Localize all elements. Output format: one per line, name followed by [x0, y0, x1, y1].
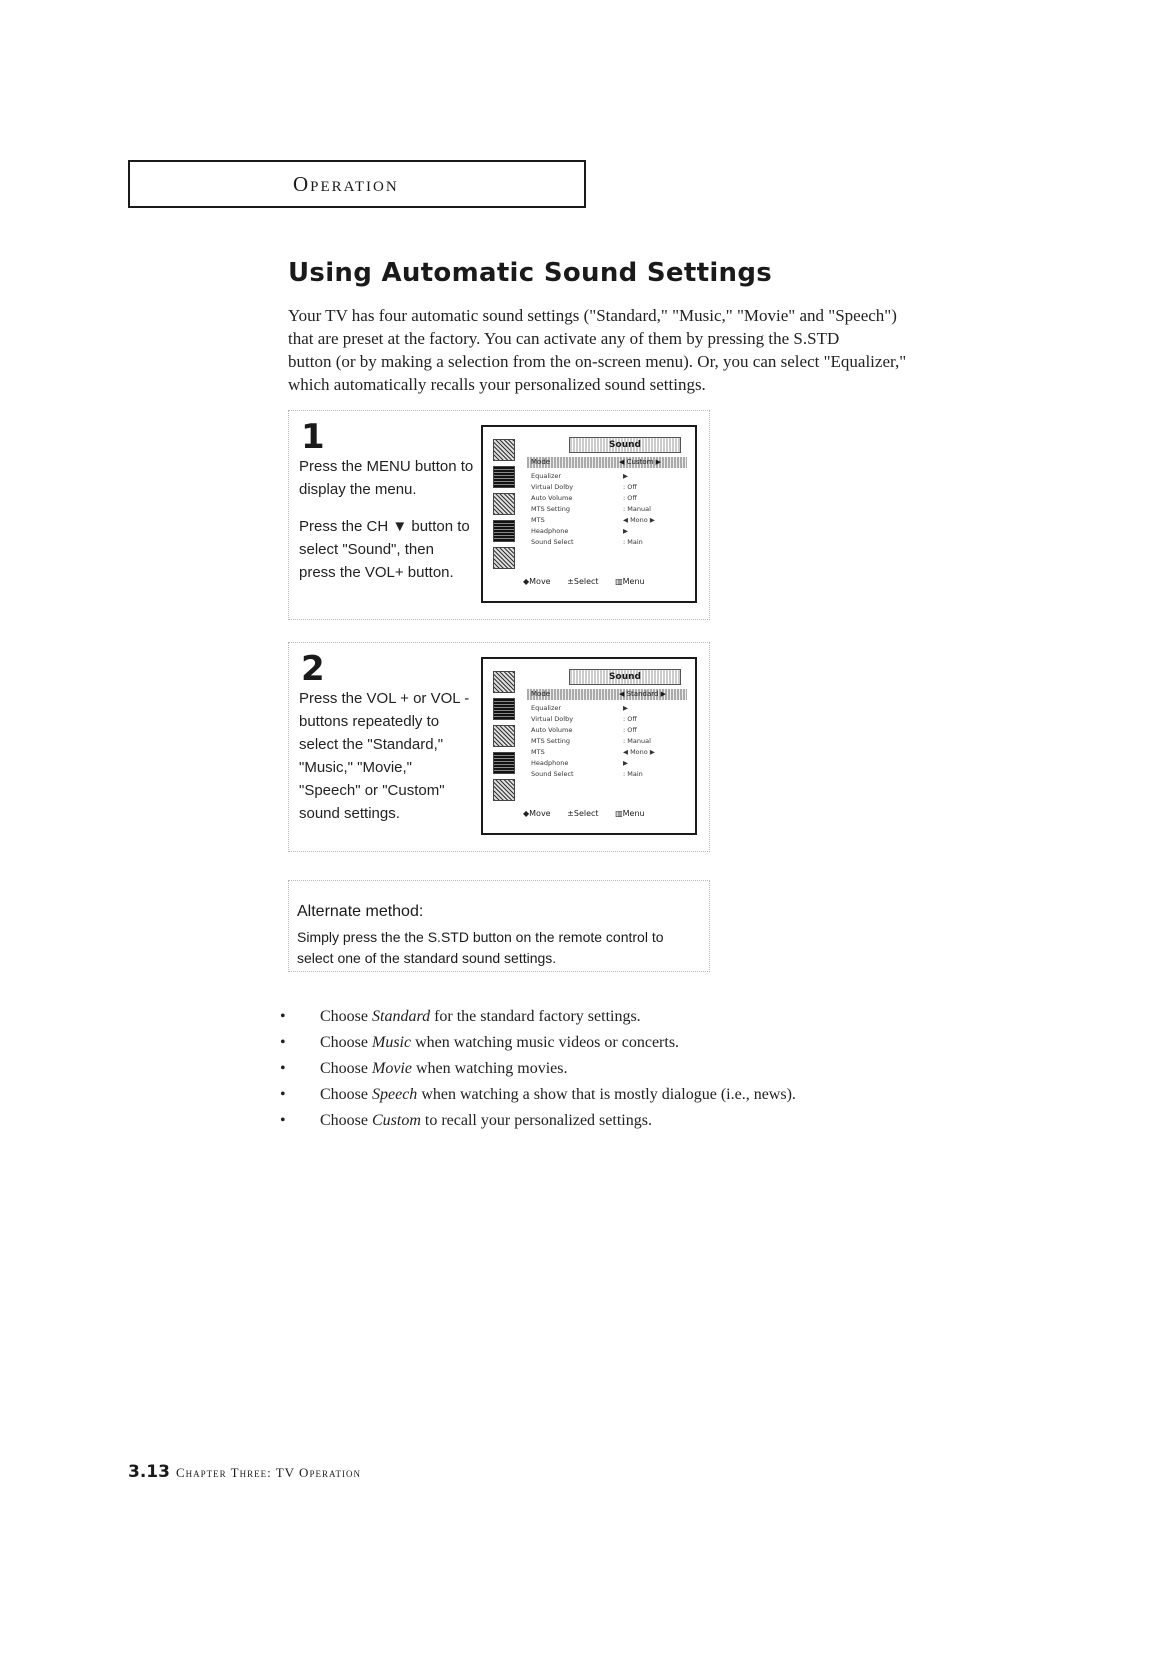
channel-menu-icon — [493, 493, 515, 515]
list-item: • Choose Standard for the standard factory settings. — [280, 1004, 796, 1030]
step-number: 1 — [301, 417, 325, 457]
input-menu-icon — [493, 547, 515, 569]
select-hint: ±Select — [567, 577, 599, 586]
mode-term: Custom — [372, 1112, 421, 1129]
intro-paragraph — [288, 304, 1038, 396]
alternate-method-panel — [288, 880, 710, 972]
alternate-method-title: Alternate method: — [297, 903, 424, 920]
osd-rows — [531, 703, 687, 780]
step-2-panel — [288, 642, 710, 852]
instruction-line: "Music," "Movie," — [299, 759, 412, 776]
osd-row: Equalizer ▶ — [531, 704, 628, 712]
instruction-line: Press the CH ▼ button to — [299, 518, 470, 535]
osd-nav-hints — [523, 577, 693, 586]
osd-row: MTS ◀ Mono ▶ — [531, 748, 655, 756]
osd-row: Auto Volume : Off — [531, 726, 637, 734]
step-1-instruction-b — [299, 515, 479, 584]
osd-icon-column — [493, 671, 517, 806]
alternate-line: Simply press the the S.STD button on the remote control to — [297, 929, 664, 945]
osd-highlight-value: ◀ Custom ▶ — [619, 458, 662, 466]
osd-row: Equalizer ▶ — [531, 472, 628, 480]
intro-line: Your TV has four automatic sound settings ("Standard," "Music," "Movie" and "Speech") — [288, 306, 897, 325]
alternate-method-body — [297, 927, 697, 969]
setup-menu-icon — [493, 752, 515, 774]
instruction-line: select "Sound", then — [299, 541, 434, 558]
list-item: • Choose Movie when watching movies. — [280, 1056, 796, 1082]
osd-row: Headphone ▶ — [531, 527, 628, 535]
mode-term: Standard — [372, 1008, 431, 1025]
sound-menu-icon — [493, 698, 515, 720]
page-footer — [128, 1462, 361, 1482]
osd-row: Headphone ▶ — [531, 759, 628, 767]
menu-hint: ▥Menu — [615, 809, 645, 818]
step-1-instruction-a — [299, 455, 479, 501]
osd-highlight-label: Mode — [531, 458, 551, 466]
intro-line: which automatically recalls your personalized sound settings. — [288, 375, 706, 394]
select-hint: ±Select — [567, 809, 599, 818]
input-menu-icon — [493, 779, 515, 801]
alternate-line: select one of the standard sound settings. — [297, 950, 557, 966]
picture-menu-icon — [493, 439, 515, 461]
osd-sound-menu — [481, 657, 697, 835]
instruction-line: display the menu. — [299, 481, 417, 498]
instruction-line: "Speech" or "Custom" — [299, 782, 445, 799]
move-hint: ◆Move — [523, 809, 551, 818]
osd-highlight-value: ◀ Standard ▶ — [619, 690, 667, 698]
sound-mode-list — [280, 1004, 796, 1134]
osd-icon-column — [493, 439, 517, 574]
instruction-line: sound settings. — [299, 805, 400, 822]
osd-row: Virtual Dolby : Off — [531, 483, 637, 491]
mode-term: Music — [372, 1034, 412, 1051]
osd-title: Sound — [569, 669, 681, 685]
page-number: 3.13 — [128, 1462, 170, 1482]
move-hint: ◆Move — [523, 577, 551, 586]
instruction-line: buttons repeatedly to — [299, 713, 440, 730]
intro-line: that are preset at the factory. You can activate any of them by pressing the S.STD — [288, 329, 840, 348]
osd-row: MTS Setting : Manual — [531, 737, 651, 745]
osd-row: MTS Setting : Manual — [531, 505, 651, 513]
osd-title: Sound — [569, 437, 681, 453]
channel-menu-icon — [493, 725, 515, 747]
section-header-label: Operation — [293, 172, 399, 196]
section-header — [128, 160, 586, 208]
instruction-line: Press the MENU button to — [299, 458, 474, 475]
page-title: Using Automatic Sound Settings — [288, 258, 773, 288]
setup-menu-icon — [493, 520, 515, 542]
list-item: • Choose Music when watching music videos or concerts. — [280, 1030, 796, 1056]
instruction-line: press the VOL+ button. — [299, 564, 454, 581]
list-item: • Choose Custom to recall your personalized settings. — [280, 1108, 796, 1134]
osd-row: Auto Volume : Off — [531, 494, 637, 502]
instruction-line: select the "Standard," — [299, 736, 444, 753]
osd-rows — [531, 471, 687, 548]
mode-term: Speech — [372, 1086, 418, 1103]
osd-highlight-label: Mode — [531, 690, 551, 698]
sound-menu-icon — [493, 466, 515, 488]
osd-highlight-row — [527, 457, 687, 468]
osd-row: Virtual Dolby : Off — [531, 715, 637, 723]
mode-term: Movie — [372, 1060, 412, 1077]
osd-row: Sound Select : Main — [531, 538, 643, 546]
osd-sound-menu — [481, 425, 697, 603]
step-1-panel — [288, 410, 710, 620]
list-item: • Choose Speech when watching a show that is mostly dialogue (i.e., news). — [280, 1082, 796, 1108]
chapter-label: Chapter Three: TV Operation — [175, 1465, 361, 1480]
osd-row: Sound Select : Main — [531, 770, 643, 778]
picture-menu-icon — [493, 671, 515, 693]
step-2-instruction — [299, 687, 479, 825]
osd-nav-hints — [523, 809, 693, 818]
instruction-line: Press the VOL + or VOL - — [299, 690, 470, 707]
menu-hint: ▥Menu — [615, 577, 645, 586]
osd-row: MTS ◀ Mono ▶ — [531, 516, 655, 524]
osd-highlight-row — [527, 689, 687, 700]
step-number: 2 — [301, 649, 325, 689]
intro-line: button (or by making a selection from the on-screen menu). Or, you can select "Equalizer," — [288, 352, 907, 371]
